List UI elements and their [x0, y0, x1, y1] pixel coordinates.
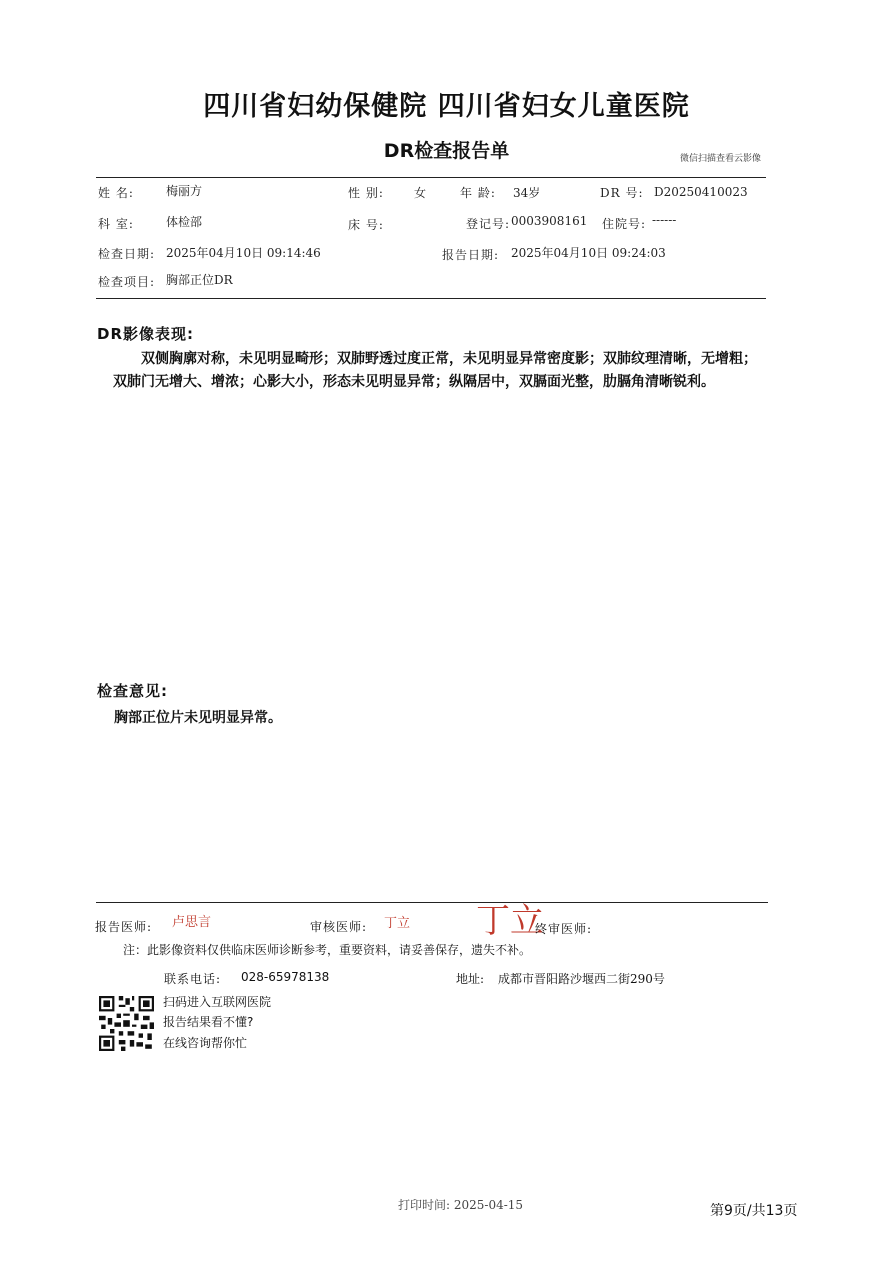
- dr-label: DR 号:: [600, 186, 644, 200]
- report-date-label: 报告日期:: [442, 248, 500, 262]
- header-divider: [96, 177, 766, 178]
- promo-line-3: 在线咨询帮你忙: [163, 1036, 248, 1050]
- signature-divider: [96, 902, 768, 903]
- address-label: 地址:: [456, 972, 485, 986]
- print-time: 打印时间: 2025-04-15: [398, 1198, 524, 1212]
- qr-code-icon[interactable]: [99, 996, 154, 1051]
- promo-line-2: 报告结果看不懂?: [163, 1015, 254, 1029]
- disclaimer-note: 注：此影像资料仅供临床医师诊断参考，重要资料，请妥善保存，遗失不补。: [123, 943, 532, 957]
- report-date: 2025年04月10日 09:24:03: [511, 246, 666, 260]
- exam-date: 2025年04月10日 09:14:46: [166, 246, 321, 260]
- dept-label: 科 室:: [98, 217, 134, 231]
- bed-label: 床 号:: [348, 218, 384, 232]
- report-doctor-label: 报告医师:: [95, 920, 153, 934]
- phone-label: 联系电话:: [164, 972, 222, 986]
- dr-number: D20250410023: [654, 185, 748, 199]
- registration-number: 0003908161: [511, 214, 588, 228]
- findings-text: 双侧胸廓对称，未见明显畸形；双肺野透过度正常，未见明显异常密度影；双肺纹理清晰，无增粗；双肺门无增大、增浓；心影大小，形态未见明显异常；纵隔居中，双膈面光整，肋膈角清晰锐利。: [113, 351, 757, 390]
- phone-number: 028-65978138: [241, 970, 330, 984]
- review-doctor-signature: 丁立: [384, 916, 411, 931]
- page-number: 第9页/共13页: [710, 1203, 798, 1219]
- findings-title: DR影像表现:: [97, 325, 195, 343]
- hospital-name: 四川省妇幼保健院 四川省妇女儿童医院: [203, 91, 690, 122]
- exam-date-label: 检查日期:: [98, 247, 156, 261]
- info-divider: [96, 298, 766, 299]
- opinion-text: 胸部正位片未见明显异常。: [114, 710, 282, 726]
- report-doctor-signature: 卢思言: [172, 915, 212, 930]
- report-title: DR检查报告单: [383, 140, 510, 162]
- age-label: 年 龄:: [460, 186, 496, 200]
- patient-sex: 女: [414, 186, 427, 200]
- name-label: 姓 名:: [98, 186, 134, 200]
- patient-name: 梅丽方: [166, 184, 203, 198]
- reg-label: 登记号:: [466, 217, 511, 231]
- patient-age: 34岁: [513, 186, 541, 200]
- exam-item: 胸部正位DR: [166, 273, 233, 287]
- inpatient-number: ------: [652, 213, 677, 227]
- promo-line-1: 扫码进入互联网医院: [163, 995, 272, 1009]
- opinion-title: 检查意见:: [97, 682, 168, 700]
- final-doctor-label: 终审医师:: [535, 922, 593, 936]
- review-doctor-label: 审核医师:: [310, 920, 368, 934]
- sex-label: 性 别:: [348, 186, 384, 200]
- exam-item-label: 检查项目:: [98, 275, 156, 289]
- address: 成都市晋阳路沙堰西二街290号: [498, 972, 665, 986]
- cloud-image-hint: 微信扫描查看云影像: [680, 154, 762, 164]
- inpatient-label: 住院号:: [602, 217, 647, 231]
- final-doctor-signature: 丁立: [476, 901, 544, 941]
- department: 体检部: [166, 215, 203, 229]
